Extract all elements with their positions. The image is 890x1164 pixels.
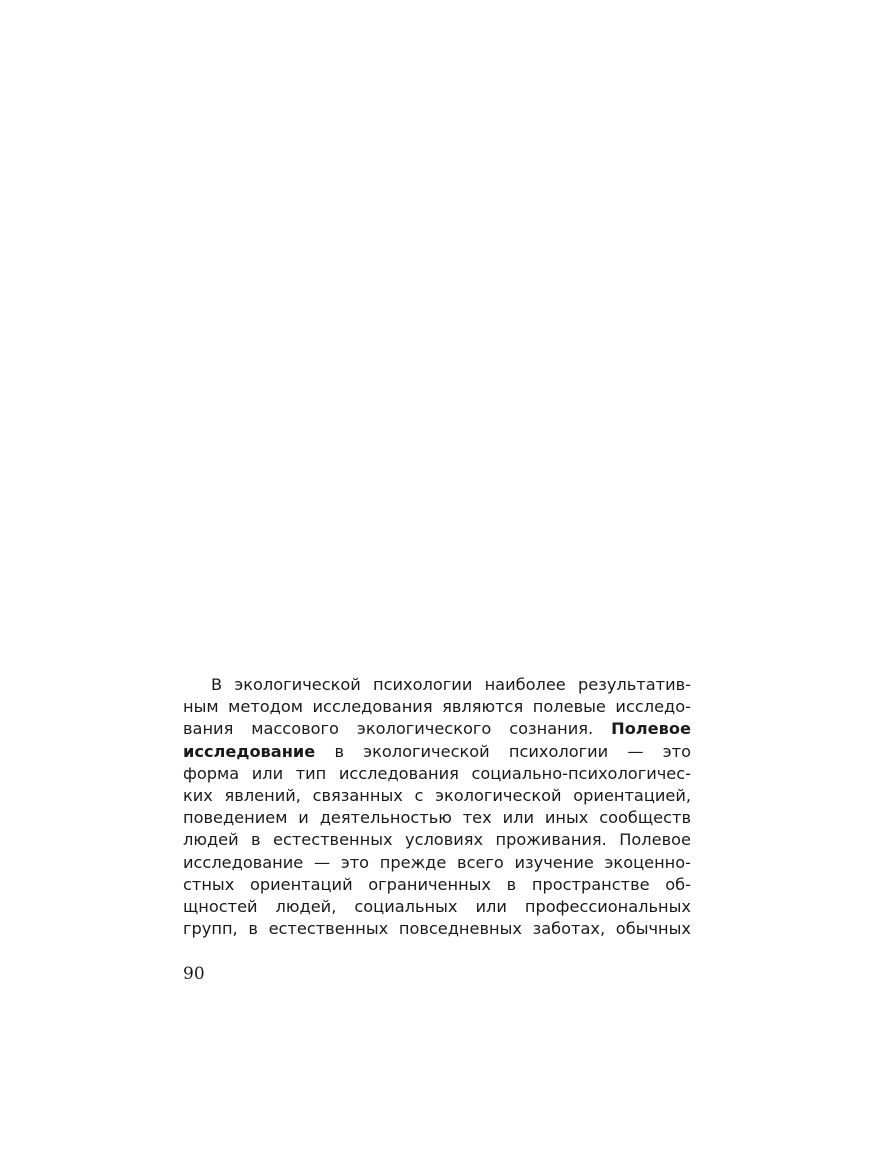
text-fragment: вания массового экологического сознания. [183,719,594,739]
text-line: В экологической психологии наиболее результатив- [211,675,691,694]
bold-term: Полевое [611,719,691,739]
text-line: форма или тип исследования социально-психологичес- [183,763,691,783]
bold-term: исследование [183,741,316,761]
text-line [183,741,691,763]
text-line [183,718,691,740]
text-fragment: в экологической психологии — это [334,741,691,761]
text-line: исследование — это прежде всего изучение экоценно- [183,852,691,872]
text-line: стных ориентаций ограниченных в пространстве об- [183,874,691,894]
body-paragraph [183,674,691,940]
text-line: ких явлений, связанных с экологической ориентацией, [183,785,691,805]
page-number: 90 [183,964,205,984]
text-line: поведением и деятельностью тех или иных сообществ [183,808,691,828]
text-line: людей в естественных условиях проживания. Полевое [183,830,691,850]
text-line: щностей людей, социальных или профессиональных [183,896,691,916]
text-line: ным методом исследования являются полевые исследо- [183,697,691,717]
text-line: групп, в естественных повседневных заботах, обычных [183,919,691,939]
